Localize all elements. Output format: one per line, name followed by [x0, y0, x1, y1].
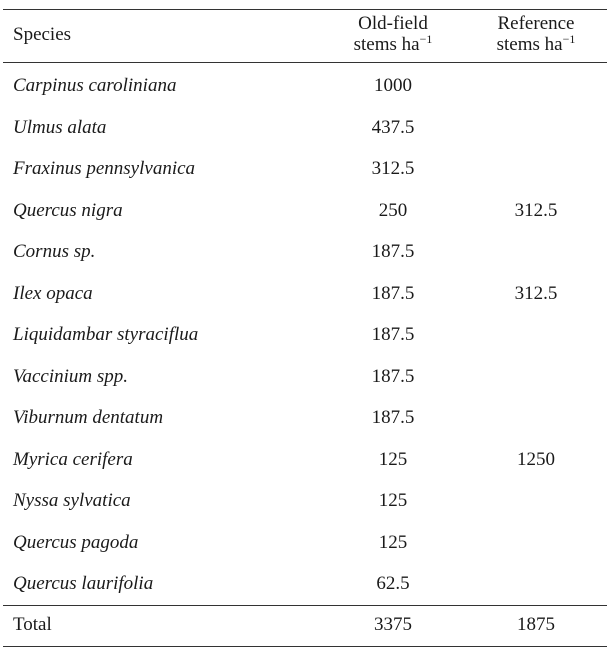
oldfield-cell: 187.5: [371, 324, 415, 345]
species-cell: Quercus nigra: [13, 199, 123, 221]
header-oldfield: [343, 13, 443, 57]
table-row: [3, 314, 607, 356]
header-species: Species: [13, 24, 72, 45]
table-row: [3, 107, 607, 149]
oldfield-cell: 437.5: [371, 116, 415, 138]
species-cell: Viburnum dentatum: [13, 407, 164, 428]
reference-cell: 312.5: [514, 199, 558, 221]
species-cell: Fraxinus pennsylvanica: [13, 158, 196, 179]
table-row: [3, 397, 607, 439]
oldfield-cell: 187.5: [371, 365, 415, 387]
table-row: [3, 563, 607, 605]
oldfield-cell: 187.5: [371, 241, 415, 262]
species-cell: Carpinus caroliniana: [13, 75, 177, 96]
species-cell: Vaccinium spp.: [13, 365, 129, 387]
species-cell: Nyssa sylvatica: [13, 490, 131, 511]
oldfield-cell: 1000: [374, 75, 412, 96]
header-oldfield-unit: [343, 34, 443, 57]
table-row: [3, 65, 607, 107]
unit-exponent: −1: [562, 32, 576, 46]
species-cell: Ulmus alata: [13, 116, 107, 138]
table-body: [3, 63, 607, 605]
reference-cell: 1250: [517, 448, 555, 470]
bottom-rule: [3, 646, 607, 647]
unit-text: stems ha: [353, 34, 420, 55]
header-oldfield-label: Old-field: [358, 13, 428, 34]
oldfield-cell: 187.5: [371, 407, 415, 428]
unit-exponent: −1: [419, 32, 433, 46]
table-row: [3, 190, 607, 232]
oldfield-cell: 125: [378, 490, 408, 511]
unit-text: stems ha: [496, 34, 563, 55]
table-row: [3, 439, 607, 481]
header-reference-label: Reference: [497, 13, 575, 34]
table-row: [3, 273, 607, 315]
species-cell: Quercus laurifolia: [13, 573, 154, 594]
table-row: [3, 148, 607, 190]
species-cell: Quercus pagoda: [13, 531, 139, 553]
oldfield-cell: 125: [378, 448, 408, 470]
header-reference-unit: [481, 34, 591, 57]
table-row: [3, 522, 607, 564]
oldfield-cell: 250: [378, 199, 408, 221]
oldfield-cell: 125: [378, 531, 408, 553]
oldfield-cell: 187.5: [371, 282, 415, 304]
total-label: Total: [13, 613, 52, 635]
header-reference: [481, 13, 591, 57]
total-row: [3, 606, 607, 646]
reference-cell: 312.5: [514, 282, 558, 304]
table-header: [3, 10, 607, 62]
table-row: [3, 356, 607, 398]
total-oldfield: 3375: [374, 613, 412, 635]
species-cell: Ilex opaca: [13, 282, 93, 304]
total-reference: 1875: [517, 613, 555, 635]
species-density-table: [3, 9, 607, 647]
species-cell: Liquidambar styraciflua: [13, 324, 199, 345]
table-row: [3, 480, 607, 522]
table-row: [3, 231, 607, 273]
species-cell: Myrica cerifera: [13, 448, 133, 470]
oldfield-cell: 312.5: [371, 158, 415, 179]
oldfield-cell: 62.5: [376, 573, 410, 594]
species-cell: Cornus sp.: [13, 241, 96, 262]
